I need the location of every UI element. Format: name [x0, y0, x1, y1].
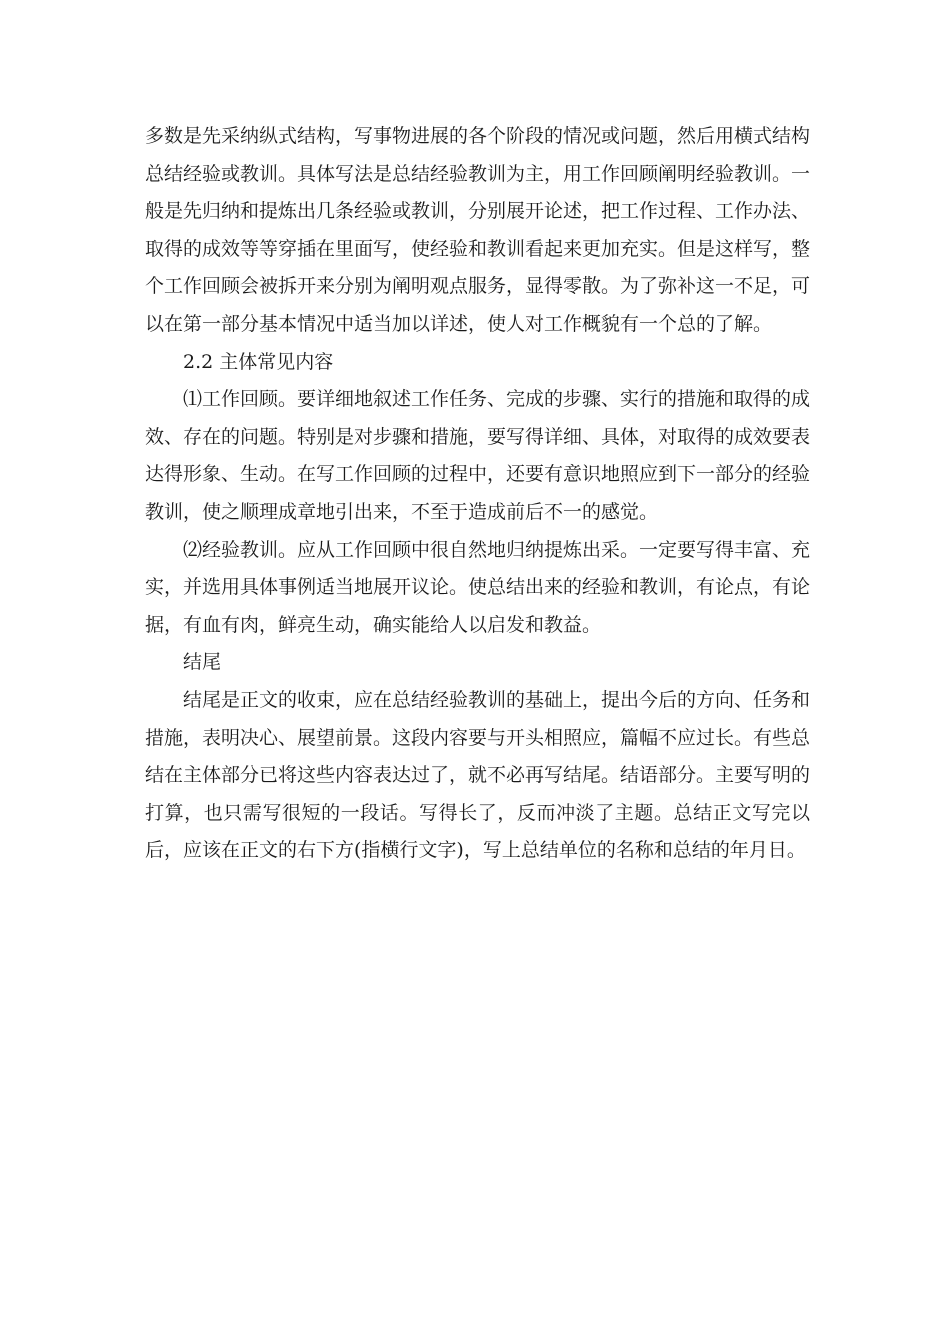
paragraph-lessons: ⑵经验教训。应从工作回顾中很自然地归纳提炼出采。一定要写得丰富、充实，并选用具体事例适当地展开议论。使总结出来的经验和教训，有论点，有论据，有血有肉，鲜亮生动，确实能给人以启发和教益。 [145, 538, 811, 636]
section-heading-2-2: 2.2 主体常见内容 [183, 350, 334, 373]
paragraph-intro-continuation: 多数是先采纳纵式结构，写事物进展的各个阶段的情况或问题，然后用横式结构总结经验或教训。具体写法是总结经验教训为主，用工作回顾阐明经验教训。一般是先归纳和提炼出几条经验或教训，分别展开论述，把工作过程、工作办法、取得的成效等等穿插在里面写，使经验和教训看起来更加充实。但是这样写，整个工作回顾会被拆开来分别为阐明观点服务，显得零散。为了弥补这一不足，可以在第一部分基本情况中适当加以详述，使人对工作概貌有一个总的了解。 [145, 125, 811, 335]
paragraph-work-review: ⑴工作回顾。要详细地叙述工作任务、完成的步骤、实行的措施和取得的成效、存在的问题。特别是对步骤和措施，要写得详细、具体，对取得的成效要表达得形象、生动。在写工作回顾的过程中，还要有意识地照应到下一部分的经验教训，使之顺理成章地引出来，不至于造成前后不一的感觉。 [145, 388, 811, 523]
section-heading-ending: 结尾 [183, 651, 222, 674]
document-body [145, 118, 810, 870]
paragraph-ending: 结尾是正文的收束，应在总结经验教训的基础上，提出今后的方向、任务和措施，表明决心、展望前景。这段内容要与开头相照应，篇幅不应过长。有些总结在主体部分已将这些内容表达过了，就不必再写结尾。结语部分。主要写明的打算，也只需写很短的一段话。写得长了，反而冲淡了主题。总结正文写完以后，应该在正文的右下方(指横行文字)，写上总结单位的名称和总结的年月日。 [145, 688, 811, 862]
